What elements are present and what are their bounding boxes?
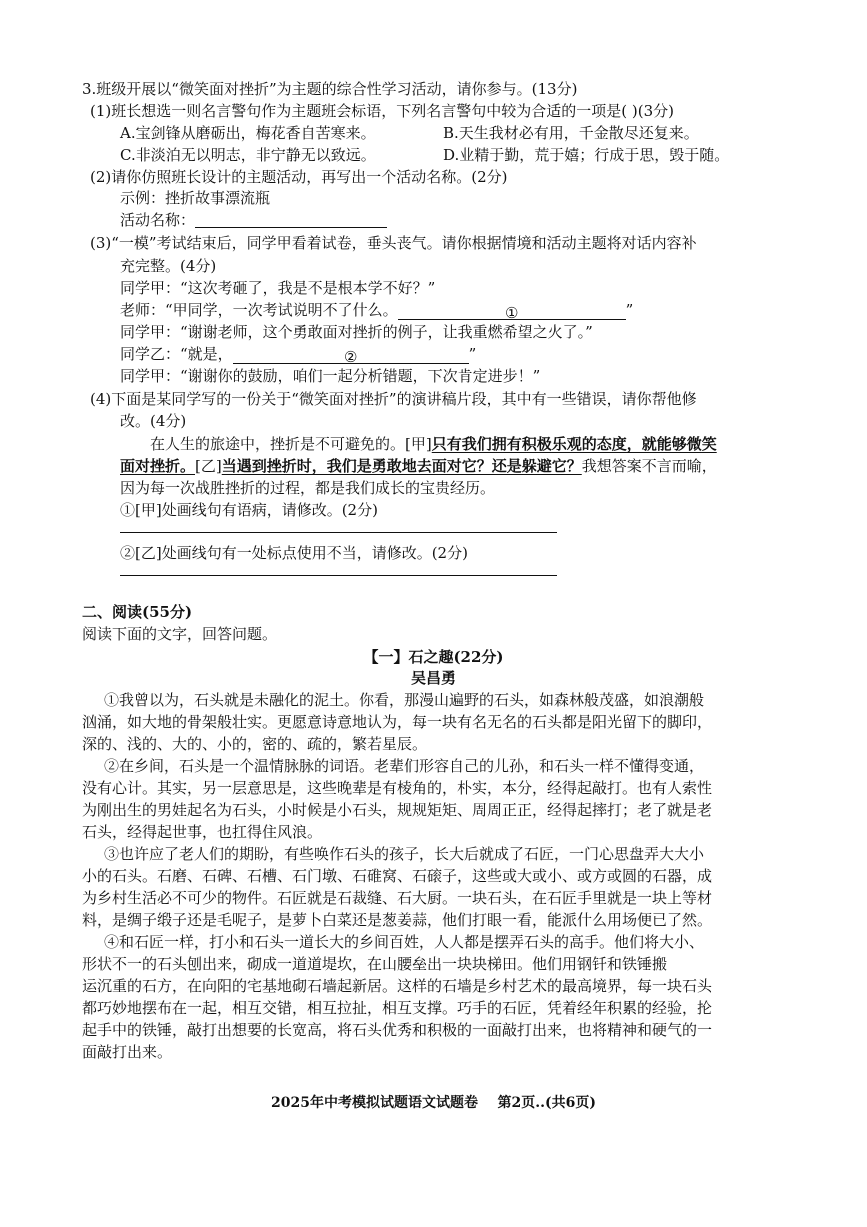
q3-p1-option-d: D.业精于勤，荒于嬉；行成于思，毁于随。 <box>443 146 730 164</box>
para4-line4: 都巧妙地摆布在一起，相互交错，相互拉扯，相互支撑。巧手的石匠，凭着经年积累的经验，抡 <box>82 999 713 1017</box>
dialogue-line-5: 同学甲：“谢谢你的鼓励，咱们一起分析错题，下次肯定进步！” <box>120 367 541 385</box>
q3-p3-stem-line2: 充完整。(4分) <box>120 257 217 275</box>
dialogue-line-1: 同学甲：“这次考砸了，我是不是根本学不好？” <box>120 279 436 297</box>
speech-line-1 <box>150 434 717 454</box>
speech-line-3: 因为每一次战胜挫折的过程，都是我们成长的宝贵经历。 <box>120 479 496 497</box>
q3-p1-option-c: C.非淡泊无以明志，非宁静无以致远。 <box>120 146 376 164</box>
dialogue-line-4-text: 同学乙：“就是， <box>120 345 233 363</box>
speech-line-1-text: 在人生的旅途中，挫折是不可避免的。[甲] <box>150 435 432 453</box>
dialogue-line-4 <box>120 344 476 364</box>
dialogue-line-2-close: ” <box>625 301 634 319</box>
article-author: 吴昌勇 <box>410 669 456 687</box>
para1-line3: 深的、浅的、大的、小的，密的、疏的，繁若星辰。 <box>82 735 428 753</box>
activity-name-blank[interactable] <box>195 211 387 228</box>
page-footer: 2025年中考模拟试题语文试题卷 第2页..(共6页) <box>271 1095 596 1111</box>
blank-marker-2: ② <box>343 348 358 366</box>
q3-p2-name-row <box>120 210 387 230</box>
underlined-sentence-jia-part2: 面对挫折。 <box>120 457 196 475</box>
q3-p4-stem-line1: (4)下面是某同学写的一份关于“微笑面对挫折”的演讲稿片段，其中有一些错误，请你帮他修 <box>90 390 697 408</box>
q3-p4-stem-line2: 改。(4分) <box>120 412 187 430</box>
underlined-sentence-yi: 当遇到挫折时，我们是勇敢地去面对它？还是躲避它？ <box>221 457 582 475</box>
underlined-sentence-jia-part1: 只有我们拥有积极乐观的态度，就能够微笑 <box>431 435 717 453</box>
activity-name-label: 活动名称： <box>120 211 196 229</box>
para4-line3: 运沉重的石方，在向阳的宅基地砌石墙起新居。这样的石墙是乡村艺术的最高境界，每一块石头 <box>82 977 713 995</box>
para3-line2: 小的石头。石磨、石碑、石槽、石门墩、石碓窝、石磙子，这些或大或小、或方或圆的石器，成 <box>82 867 713 885</box>
reading-instruction: 阅读下面的文字，回答问题。 <box>82 625 278 643</box>
para1-line2: 汹涌，如大地的骨架般壮实。更愿意诗意地认为，每一块有名无名的石头都是阳光留下的脚印， <box>82 713 713 731</box>
q3-p1-option-b: B.天生我材必有用，千金散尽还复来。 <box>443 124 699 142</box>
para4-line6: 面敲打出来。 <box>82 1043 173 1061</box>
para2-line3: 为刚出生的男娃起名为石头，小时候是小石头，规规矩矩、周周正正，经得起摔打；老了就是老 <box>82 801 713 819</box>
article-title: 【一】石之趣(22分) <box>363 648 504 666</box>
answer-blank-1[interactable] <box>398 303 626 320</box>
q3-p4-sub2: ②[乙]处画线句有一处标点使用不当，请修改。(2分) <box>120 544 468 562</box>
para3-line1: ③也许应了老人们的期盼，有些唤作石头的孩子，长大后就成了石匠，一门心思盘弄大大小 <box>104 845 705 863</box>
para3-line4: 料，是绸子缎子还是毛呢子，是萝卜白菜还是葱姜蒜，他们打眼一看，能派什么用场便已了然。 <box>82 911 713 929</box>
answer-blank-2[interactable] <box>233 347 469 364</box>
para2-line2: 没有心计。其实，另一层意思是，这些晚辈是有棱角的，朴实，本分，经得起敲打。也有人索性 <box>82 779 713 797</box>
answer-line-2[interactable] <box>120 575 557 576</box>
speech-line-2 <box>120 456 717 476</box>
q3-p1-stem: (1)班长想选一则名言警句作为主题班会标语，下列名言警句中较为合适的一项是( )(3分) <box>90 102 674 120</box>
blank-marker-1: ① <box>504 304 519 322</box>
para4-line1: ④和石匠一样，打小和石头一道长大的乡间百姓，人人都是摆弄石头的高手。他们将大小、 <box>104 933 705 951</box>
para4-line5: 起手中的铁锤，敲打出想要的长宽高，将石头优秀和积极的一面敲打出来，也将精神和硬气的一 <box>82 1021 713 1039</box>
q3-p1-option-a: A.宝剑锋从磨砺出，梅花香自苦寒来。 <box>120 124 376 142</box>
dialogue-line-2-text: 老师：“甲同学，一次考试说明不了什么。 <box>120 301 398 319</box>
q3-p2-stem: (2)请你仿照班长设计的主题活动，再写出一个活动名称。(2分) <box>90 168 508 186</box>
q3-p3-stem-line1: (3)“一模”考试结束后，同学甲看着试卷，垂头丧气。请你根据情境和活动主题将对话内容补 <box>90 234 697 252</box>
para2-line1: ②在乡间，石头是一个温情脉脉的词语。老辈们形容自己的儿孙，和石头一样不懂得变通， <box>104 757 705 775</box>
dialogue-line-2 <box>120 300 633 320</box>
dialogue-line-3: 同学甲：“谢谢老师，这个勇敢面对挫折的例子，让我重燃希望之火了。” <box>120 323 593 341</box>
para2-line4: 石头，经得起世事，也扛得住风浪。 <box>82 823 323 841</box>
q3-p4-sub1: ①[甲]处画线句有语病，请修改。(2分) <box>120 501 378 519</box>
answer-line-1[interactable] <box>120 532 557 533</box>
para3-line3: 为乡村生活必不可少的物件。石匠就是石裁缝、石大厨。一块石头，在石匠手里就是一块上等材 <box>82 889 713 907</box>
marker-yi: [乙] <box>195 457 222 475</box>
dialogue-line-4-close: ” <box>468 345 477 363</box>
para4-line2: 形状不一的石头刨出来，砌成一道道堤坎，在山腰垒出一块块梯田。他们用钢钎和铁锤搬 <box>82 955 668 973</box>
section-heading-reading: 二、阅读(55分) <box>82 603 193 621</box>
speech-line-2-text: 我想答案不言而喻， <box>581 457 717 475</box>
q3-p2-example: 示例：挫折故事漂流瓶 <box>120 189 271 207</box>
q3-stem: 3.班级开展以“微笑面对挫折”为主题的综合性学习活动，请你参与。(13分) <box>82 80 578 98</box>
para1-line1: ①我曾以为，石头就是未融化的泥土。你看，那漫山遍野的石头，如森林般茂盛，如浪潮般 <box>104 691 705 709</box>
